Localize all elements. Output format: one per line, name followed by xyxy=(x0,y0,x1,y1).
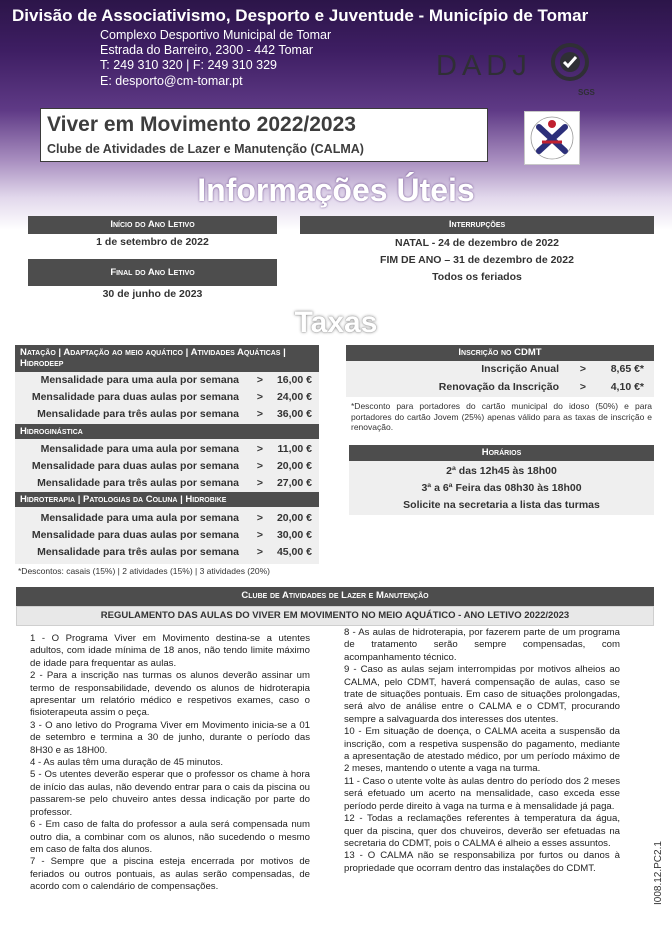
info-heading: Informações Úteis xyxy=(197,172,475,208)
taxa-separator: > xyxy=(256,460,263,472)
taxa-label: Mensalidade para três aulas por semana xyxy=(37,408,239,420)
taxas-heading: Taxas xyxy=(294,306,378,339)
address-line: Complexo Desportivo Municipal de Tomar xyxy=(100,28,332,42)
program-title: Viver em Movimento 2022/2023 xyxy=(47,113,356,136)
regulamento-item: 9 - Caso as aulas sejam interrompidas por motivos alheios ao CALMA, pelo CDMT, haverá compensação de aulas, caso se trate de situações pontuais. Em caso de situações prolongadas, será alvo de análise entre o CALMA e o CDMT, procurando sempre a salvaguarda dos interesses dos utentes. xyxy=(344,664,620,725)
regulamento-title: REGULAMENTO DAS AULAS DO VIVER EM MOVIMENTO NO MEIO AQUÁTICO - ANO LETIVO 2022/2023 xyxy=(16,606,654,626)
inscricao-row xyxy=(346,381,654,397)
taxa-row xyxy=(15,477,319,493)
taxa-price: 16,00 € xyxy=(276,374,312,386)
inicio-label: Início do Ano Letivo xyxy=(28,216,277,234)
interrupcoes-label: Interrupções xyxy=(300,216,654,234)
regulamento-item: 7 - Sempre que a piscina esteja encerrada por motivos de feriados ou outros pontuais, as aulas serão compensadas, de acordo com o calendário de compensações. xyxy=(30,856,310,893)
regulamento-item: 5 - Os utentes deverão esperar que o professor os chame à hora de início das aulas, não devendo entrar para o cais da piscina ou passarem-se pelo chuveiro antes dessa indicação por parte do professor. xyxy=(30,769,310,818)
horario-line: 3ª a 6ª Feira das 08h30 às 18h00 xyxy=(421,482,582,494)
taxa-price: 30,00 € xyxy=(276,529,312,541)
regulamento-item: 10 - Em situação de doença, o CALMA aceita a suspensão da inscrição, com a respetiva suspensão do pagamento, mediante a apresentação de atestado médico, por um período máximo de 2 meses, mantendo o utente a vaga na turma. xyxy=(344,726,620,775)
regulamento-item: 2 - Para a inscrição nas turmas os alunos deverão assinar um termo de responsabilidade, devendo os alunos de hidroterapia apresentar um relatório médico e respetivos exames, caso o fisioterapeuta assim o peça. xyxy=(30,670,310,719)
program-subtitle: Clube de Atividades de Lazer e Manutenção (CALMA) xyxy=(47,142,364,156)
taxa-row xyxy=(15,374,319,390)
taxa-label: Mensalidade para duas aulas por semana xyxy=(31,391,239,403)
document-code: I008.12.PC2.1 xyxy=(653,841,664,905)
taxa-row xyxy=(15,529,319,545)
inscricao-label: Renovação da Inscrição xyxy=(438,381,559,393)
taxas-panel xyxy=(15,345,319,564)
taxa-price: 11,00 € xyxy=(277,443,312,455)
program-title-box xyxy=(40,108,488,162)
phone-line: T: 249 310 320 | F: 249 310 329 xyxy=(100,58,277,72)
taxa-label: Mensalidade para uma aula por semana xyxy=(40,374,239,386)
taxa-price: 36,00 € xyxy=(276,408,312,420)
inicio-value: 1 de setembro de 2022 xyxy=(96,236,209,248)
taxa-price: 45,00 € xyxy=(276,546,312,558)
taxas-group-title: Hidroginástica xyxy=(15,424,319,439)
certification-seal-label: SGS xyxy=(578,88,595,97)
taxa-price: 24,00 € xyxy=(276,391,312,403)
taxa-separator: > xyxy=(256,477,263,489)
email-line: E: desporto@cm-tomar.pt xyxy=(100,74,243,88)
inscricao-note: *Desconto para portadores do cartão municipal do idoso (50%) e para portadores do cartão Jovem (25%) apenas válido para as taxas de inscrição e renovação. xyxy=(351,401,652,432)
horarios-panel xyxy=(349,445,654,515)
regulamento-item: 13 - O CALMA não se responsabiliza por furtos ou danos à propriedade que ocorram dentro das instalações do CDMT. xyxy=(344,850,620,874)
taxa-separator: > xyxy=(256,408,263,420)
taxa-row xyxy=(15,408,319,424)
regulamento-item: 3 - O ano letivo do Programa Viver em Movimento inicia-se a 01 de setembro e termina a 30 de junho, durante o período das 8H30 e as 18H00. xyxy=(30,719,310,756)
inscricao-separator: > xyxy=(579,381,586,393)
inscricao-price: 8,65 €* xyxy=(610,363,644,375)
regulamento-item: 11 - Caso o utente volte às aulas dentro do período dos 2 meses será efetuado um acerto na mensalidade, caso exceda esse período perde direito à vaga na turma e à mensalidade já paga. xyxy=(344,775,620,812)
regulamento-right-column xyxy=(344,627,620,875)
taxa-label: Mensalidade para três aulas por semana xyxy=(37,477,239,489)
certification-seal-icon xyxy=(548,40,595,97)
inscricao-label: Inscrição Anual xyxy=(481,363,559,375)
taxas-group-title: Hidroterapia | Patologias da Coluna | Hidrobike xyxy=(15,492,319,507)
taxa-price: 20,00 € xyxy=(276,460,312,472)
taxa-label: Mensalidade para três aulas por semana xyxy=(37,546,239,558)
taxa-label: Mensalidade para uma aula por semana xyxy=(40,443,239,455)
inscricao-panel xyxy=(346,345,654,397)
taxa-separator: > xyxy=(256,391,263,403)
dadj-logo-text: DADJ xyxy=(436,50,532,82)
organization-name: Divisão de Associativismo, Desporto e Juventude - Município de Tomar xyxy=(12,6,589,25)
taxa-separator: > xyxy=(256,546,263,558)
final-value: 30 de junho de 2023 xyxy=(102,288,203,300)
regulamento-item: 8 - As aulas de hidroterapia, por fazerem parte de um programa de tratamento serão sempre compensadas, com acompanhamento técnico. xyxy=(344,627,620,663)
regulamento-item: 6 - Em caso de falta do professor a aula será compensada num outro dia, a combinar com os alunos, não sucedendo o mesmo em caso de falta dos alunos. xyxy=(30,819,310,855)
inscricao-title: Inscrição no CDMT xyxy=(346,345,654,361)
regulamento-item: 1 - O Programa Viver em Movimento destina-se a utentes adultos, com idade mínima de 18 anos, não tendo limite máximo de idade para frequentar as aulas. xyxy=(30,633,310,669)
inscricao-separator: > xyxy=(579,363,586,375)
taxa-row xyxy=(15,546,319,562)
calma-logo xyxy=(524,111,580,165)
taxa-row xyxy=(15,512,319,528)
regulamento-left-column xyxy=(30,633,310,894)
interrupcao-item: NATAL - 24 de dezembro de 2022 xyxy=(395,237,559,249)
taxa-price: 20,00 € xyxy=(276,512,312,524)
taxa-separator: > xyxy=(256,529,263,541)
horario-line: 2ª das 12h45 às 18h00 xyxy=(446,465,557,477)
regulamento-item: 4 - As aulas têm uma duração de 45 minutos. xyxy=(30,757,224,769)
taxa-row xyxy=(15,443,319,459)
final-label: Final do Ano Letivo xyxy=(28,259,277,286)
horarios-title: Horários xyxy=(349,445,654,461)
inscricao-price: 4,10 €* xyxy=(610,381,644,393)
calma-emblem-icon xyxy=(525,112,579,164)
regulamento-item: 12 - Todas a reclamações referentes à temperatura da água, quer da piscina, quer dos chuveiros, deverão ser efetuadas na secretaria do CDMT, pois o CALMA é alheio a esses assuntos. xyxy=(344,813,620,849)
address-line: Estrada do Barreiro, 2300 - 442 Tomar xyxy=(100,43,314,57)
taxa-label: Mensalidade para uma aula por semana xyxy=(40,512,239,524)
dadj-logo xyxy=(430,30,670,100)
taxas-group-title: Natação | Adaptação ao meio aquático | Atividades Aquáticas | Hidrodeep xyxy=(15,345,319,372)
interrupcao-item: FIM DE ANO – 31 de dezembro de 2022 xyxy=(380,254,574,266)
taxa-row xyxy=(15,391,319,407)
horario-line: Solicite na secretaria a lista das turmas xyxy=(403,499,600,511)
taxa-separator: > xyxy=(256,512,263,524)
taxa-row xyxy=(15,460,319,476)
descontos-note: *Descontos: casais (15%) | 2 atividades (15%) | 3 atividades (20%) xyxy=(18,566,270,576)
interrupcao-item: Todos os feriados xyxy=(432,271,522,283)
taxa-price: 27,00 € xyxy=(276,477,312,489)
taxa-separator: > xyxy=(256,374,263,386)
taxa-separator: > xyxy=(256,443,263,455)
taxa-label: Mensalidade para duas aulas por semana xyxy=(31,460,239,472)
inscricao-row xyxy=(346,363,654,379)
regulamento-club-bar: Clube de Atividades de Lazer e Manutenção xyxy=(16,587,654,606)
taxa-label: Mensalidade para duas aulas por semana xyxy=(31,529,239,541)
